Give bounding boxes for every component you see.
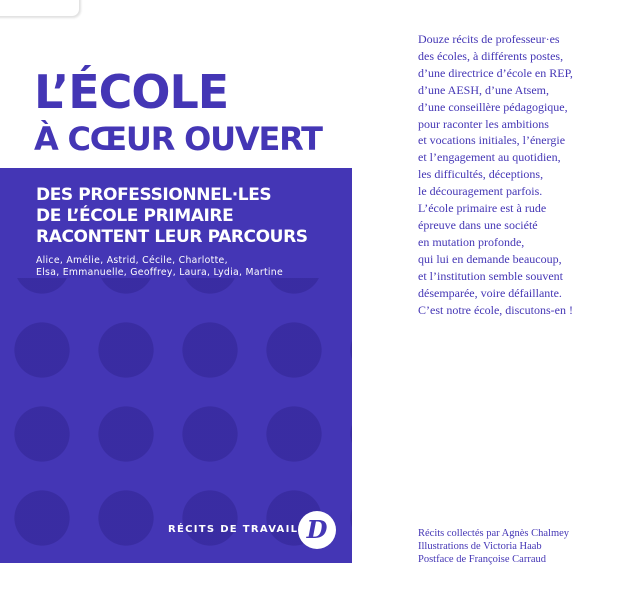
blurb-line: pour raconter les ambitions <box>418 116 549 131</box>
collection-name: RÉCITS DE TRAVAIL <box>168 524 299 535</box>
cover-title-line-1: L’ÉCOLE <box>34 65 229 119</box>
blurb-line: épreuve dans une société <box>418 217 538 232</box>
blurb-line: le découragement parfois. <box>418 184 543 199</box>
blurb-line: d’une directrice d’école en REP, <box>418 65 573 80</box>
subtitle-line: DES PROFESSIONNEL·LES <box>36 185 272 205</box>
subtitle-line: DE L’ÉCOLE PRIMAIRE <box>36 206 234 226</box>
blurb-line: et vocations initiales, l’énergie <box>418 133 566 148</box>
blurb-line: qui lui en demande beaucoup, <box>418 251 562 266</box>
book-credits <box>418 527 569 567</box>
blurb-line: en mutation profonde, <box>418 234 525 249</box>
blurb-line: d’une AESH, d’une Atsem, <box>418 82 549 97</box>
credits-line: Illustrations de Victoria Haab <box>418 541 542 553</box>
blurb-line: d’une conseillère pédagogique, <box>418 99 568 114</box>
subtitle-line: RACONTENT LEUR PARCOURS <box>36 227 308 247</box>
blurb-line: L’école primaire est à rude <box>418 201 547 216</box>
cover-panel <box>0 168 352 563</box>
credits-line: Postface de Françoise Carraud <box>418 554 546 566</box>
contributor-names <box>36 255 283 279</box>
credits-line: Récits collectés par Agnès Chalmey <box>418 528 570 539</box>
top-left-tab <box>0 0 80 17</box>
blurb-line: des écoles, à différents postes, <box>418 48 564 63</box>
blurb-line: les difficultés, déceptions, <box>418 167 544 182</box>
logo-glyph: D <box>306 515 328 544</box>
blurb-line: désemparée, voire défaillante. <box>418 285 562 300</box>
blurb-line: Douze récits de professeur·es <box>418 32 560 46</box>
blurb-line: C’est notre école, discutons-en ! <box>418 302 573 317</box>
blurb-line: et l’engagement au quotidien, <box>418 150 561 165</box>
names-line: Alice, Amélie, Astrid, Cécile, Charlotte, <box>36 255 228 266</box>
blurb-line: et l’institution semble souvent <box>418 268 563 283</box>
publisher-logo-icon <box>298 511 336 549</box>
back-cover-blurb <box>418 31 573 318</box>
cover-title-line-2: À CŒUR OUVERT <box>34 120 322 158</box>
cover-subtitle <box>36 185 308 248</box>
names-line: Elsa, Emmanuelle, Geoffrey, Laura, Lydia, Martine <box>36 267 283 278</box>
